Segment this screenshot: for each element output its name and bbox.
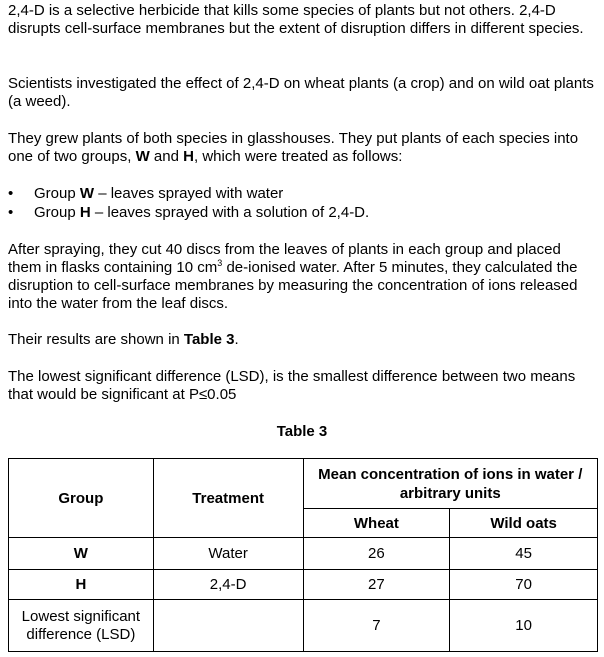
table-reference: Table 3 — [183, 331, 235, 348]
bullet-prefix: Group — [34, 185, 80, 202]
cell-treatment: 2,4-D — [153, 570, 303, 600]
table-row — [9, 570, 598, 600]
cell-treatment: Water — [153, 538, 303, 570]
bullet-item-w — [8, 185, 283, 203]
header-wheat: Wheat — [303, 509, 450, 538]
bullet-text: – leaves sprayed with a solution of 2,4-D. — [90, 204, 370, 221]
cell-lsd-label: Lowest significant difference (LSD) — [9, 600, 154, 652]
group-w-label: W — [135, 148, 150, 165]
cell-lsd-oats: 10 — [450, 600, 598, 652]
cell-group: H — [9, 570, 154, 600]
group-h-label: H — [183, 148, 194, 165]
header-group: Group — [9, 459, 154, 538]
lsd-paragraph: The lowest significant difference (LSD), is the smallest difference between two means that would be significant at P≤0.05 — [8, 368, 576, 403]
method-text-a: After spraying, they cut 40 discs from the leaves of plants in each group and placed them in flasks containing 10 cm — [8, 241, 561, 276]
groups-text-a: They grew plants of both species in glasshouses. They put plants of each species into one of two groups, — [8, 130, 579, 165]
method-paragraph — [8, 241, 598, 313]
superscript: 3 — [217, 258, 223, 268]
aim-paragraph: Scientists investigated the effect of 2,4-D on wheat plants (a crop) and on wild oat plants (a weed). — [8, 75, 594, 110]
table-row — [9, 538, 598, 570]
cell-oats: 45 — [450, 538, 598, 570]
bullet-item-h — [8, 204, 369, 222]
groups-paragraph — [8, 130, 598, 166]
cell-wheat: 26 — [303, 538, 450, 570]
cell-wheat: 27 — [303, 570, 450, 600]
header-mean-concentration: Mean concentration of ions in water / arbitrary units — [303, 459, 597, 509]
table-caption: Table 3 — [276, 423, 328, 440]
cell-lsd-wheat: 7 — [303, 600, 450, 652]
cell-group: W — [9, 538, 154, 570]
bullet-text: – leaves sprayed with water — [94, 185, 284, 202]
bullet-prefix: Group — [34, 204, 80, 221]
bullet-group: H — [79, 204, 91, 221]
lsd-row — [9, 600, 598, 652]
header-treatment: Treatment — [153, 459, 303, 538]
groups-text-and: and — [149, 148, 184, 165]
cell-oats: 70 — [450, 570, 598, 600]
results-paragraph — [8, 331, 598, 349]
header-wild-oats: Wild oats — [450, 509, 598, 538]
groups-text-b: , which were treated as follows: — [193, 148, 403, 165]
method-text-b: de-ionised water. After 5 minutes, they calculated the disruption to cell-surface membranes by measuring the concentration of ions released into the water from the leaf discs. — [8, 259, 578, 312]
bullet-icon: • — [8, 204, 14, 221]
results-text-b: . — [234, 331, 239, 348]
cell-lsd-treatment — [153, 600, 303, 652]
bullet-group: W — [79, 185, 95, 202]
results-text-a: Their results are shown in — [8, 331, 184, 348]
bullet-icon: • — [8, 185, 14, 202]
intro-paragraph: 2,4-D is a selective herbicide that kills some species of plants but not others. 2,4-D disrupts cell-surface membranes but the extent of disruption differs in different species. — [8, 2, 584, 37]
results-table — [8, 458, 598, 652]
